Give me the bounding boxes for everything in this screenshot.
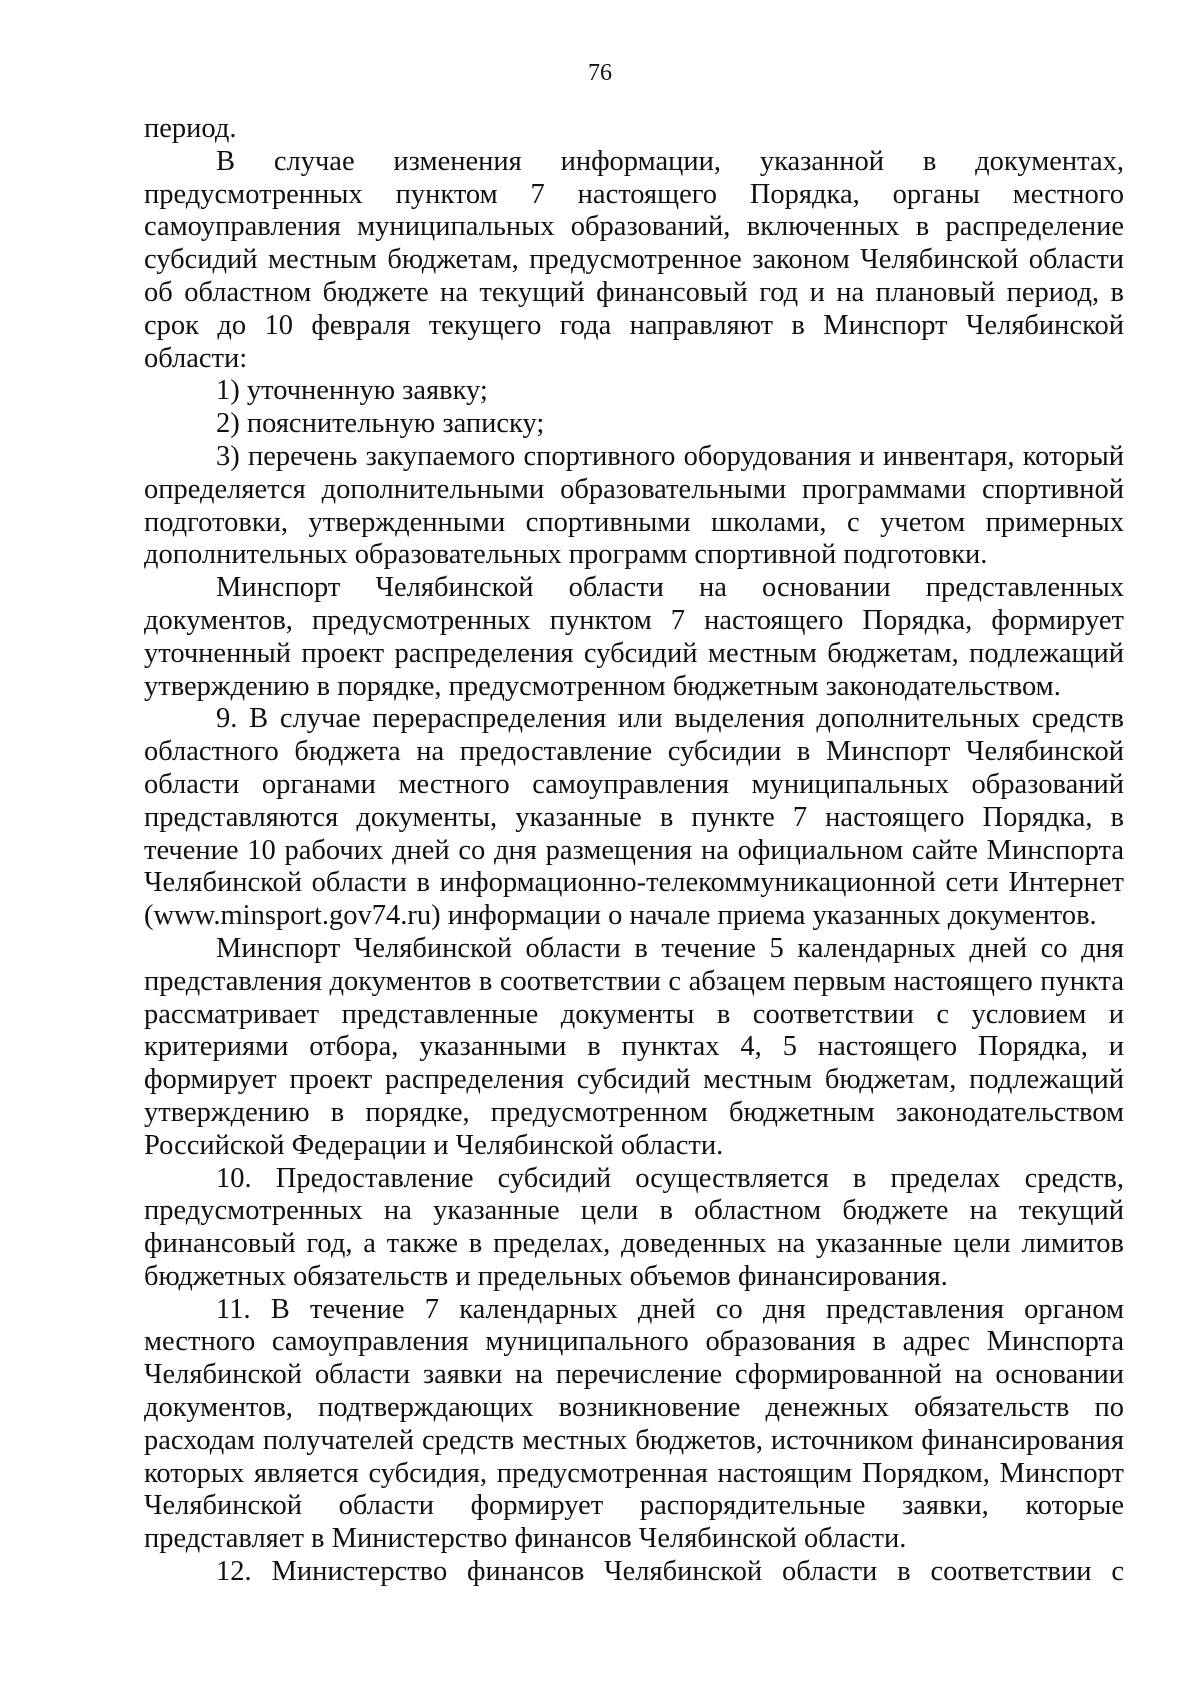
document-body <box>144 113 1124 1589</box>
paragraph-item-11: 11. В течение 7 календарных дней со дня представления органом местного самоуправления муниципального образования в адрес Минспорта Челябинской области заявки на перечисление сформированной на основании документов, подтверждающих возникновение денежных обязательств по расходам получателей средств местных бюджетов, источником финансирования которых является субсидия, предусмотренная настоящим Порядком, Минспорт Челябинской области формирует распорядительные заявки, которые представляет в Министерство финансов Челябинской области. <box>144 1293 1124 1555</box>
list-item-equipment-list: 3) перечень закупаемого спортивного оборудования и инвентаря, который определяется дополнительными образовательными программами спортивной подготовки, утвержденными спортивными школами, с учетом примерных дополнительных образовательных программ спортивной подготовки. <box>144 440 1124 571</box>
paragraph-item-9-review: Минспорт Челябинской области в течение 5 календарных дней со дня представления документов в соответствии с абзацем первым настоящего пункта рассматривает представленные документы в соответствии с условием и критериями отбора, указанными в пунктах 4, 5 настоящего Порядка, и формирует проект распределения субсидий местным бюджетам, подлежащий утверждению в порядке, предусмотренном бюджетным законодательством Российской Федерации и Челябинской области. <box>144 932 1124 1161</box>
list-item-explanatory-note: 2) пояснительную записку; <box>216 408 545 440</box>
paragraph-info-change: В случае изменения информации, указанной в документах, предусмотренных пунктом 7 настоящего Порядка, органы местного самоуправления муниципальных образований, включенных в распределение субсидий местным бюджетам, предусмотренное законом Челябинской области об областном бюджете на текущий финансовый год и на плановый период, в срок до 10 февраля текущего года направляют в Минспорт Челябинской области: <box>144 145 1124 374</box>
paragraph-item-12: 12. Министерство финансов Челябинской области в соответствии с <box>216 1556 1124 1588</box>
paragraph-ministry-draft: Минспорт Челябинской области на основании представленных документов, предусмотренных пунктом 7 настоящего Порядка, формирует уточненный проект распределения субсидий местным бюджетам, подлежащий утверждению в порядке, предусмотренном бюджетным законодательством. <box>144 572 1124 702</box>
page-number: 76 <box>588 60 612 86</box>
paragraph-period-end: период. <box>144 113 237 144</box>
paragraph-item-10: 10. Предоставление субсидий осуществляется в пределах средств, предусмотренных на указанные цели в областном бюджете на текущий финансовый год, а также в пределах, доведенных на указанные цели лимитов бюджетных обязательств и предельных объемов финансирования. <box>144 1162 1124 1292</box>
paragraph-item-9: 9. В случае перераспределения или выделения дополнительных средств областного бюджета на предоставление субсидии в Минспорт Челябинской области органами местного самоуправления муниципальных образований представляются документы, указанные в пункте 7 настоящего Порядка, в течение 10 рабочих дней со дня размещения на официальном сайте Минспорта Челябинской области в информационно-телекоммуникационной сети Интернет (www.minsport.gov74.ru) информации о начале приема указанных документов. <box>144 703 1124 932</box>
list-item-refined-application: 1) уточненную заявку; <box>216 375 488 407</box>
